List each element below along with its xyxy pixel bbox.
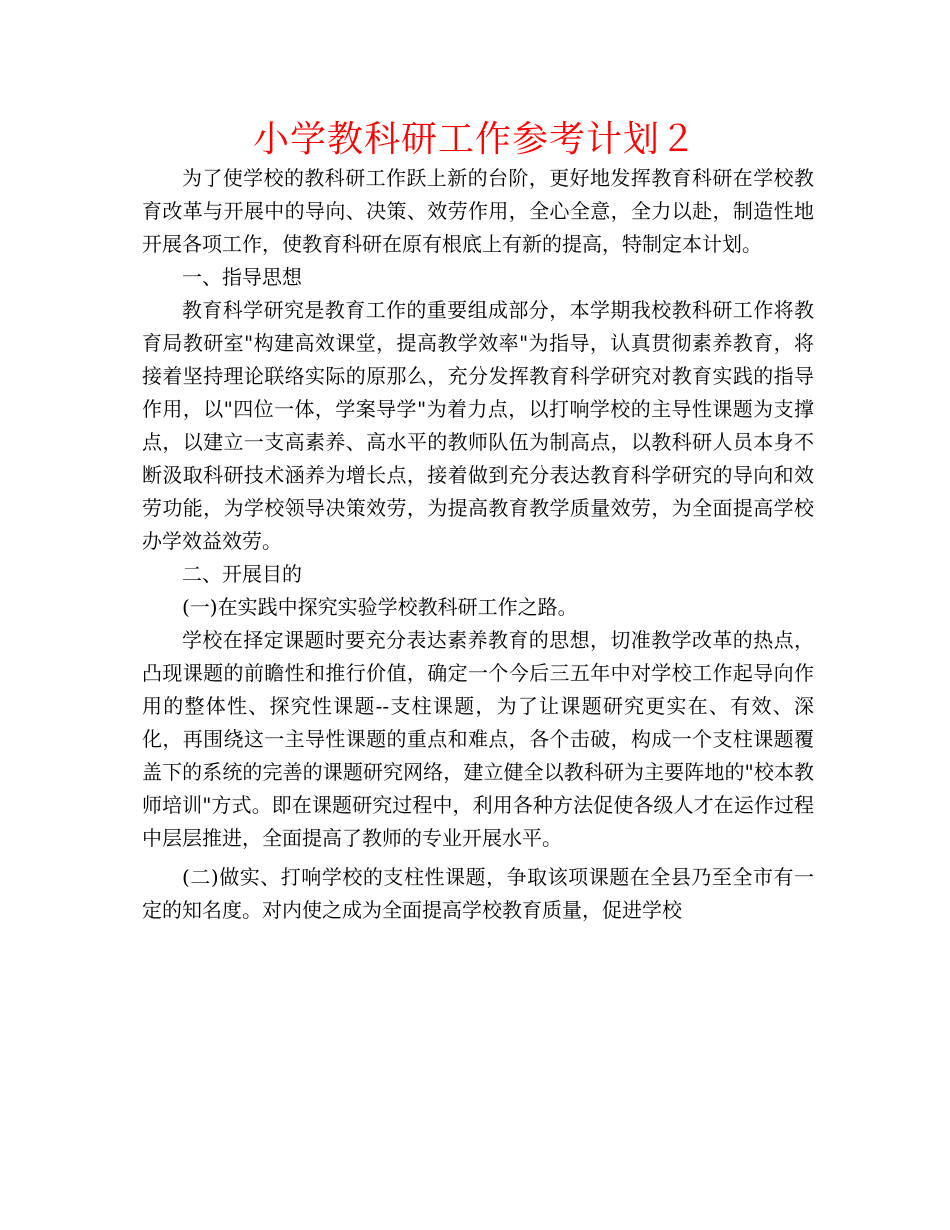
subheading-goal-1: (一)在实践中探究实验学校教科研工作之路。 (182, 595, 578, 619)
document-title: 小学教科研工作参考计划２ (252, 119, 697, 160)
paragraph-goal-2: (二)做实、打响学校的支柱性课题，争取该项课题在全县乃至全市有一定的知名度。对内使之成为全面提高学校教育质量，促进学校 (142, 865, 814, 922)
paragraph-intro: 为了使学校的教科研工作跃上新的台阶，更好地发挥教育科研在学校教育改革与开展中的导向、决策、效劳作用，全心全意，全力以赴，制造性地开展各项工作，使教育科研在原有根底上有新的提高，特制定本计划。 (142, 166, 814, 256)
paragraph-goal-1: 学校在择定课题时要充分表达素养教育的思想，切准教学改革的热点，凸现课题的前瞻性和推行价值，确定一个今后三五年中对学校工作起导向作用的整体性、探究性课题--支柱课题，为了让课题研究更实在、有效、深化，再围绕这一主导性课题的重点和难点，各个击破，构成一个支柱课题覆盖下的系统的完善的课题研究网络，建立健全以教科研为主要阵地的"校本教师培训"方式。即在课题研究过程中，利用各种方法促使各级人才在运作过程中层层推进，全面提高了教师的专业开展水平。 (142, 628, 814, 850)
document-body (142, 162, 814, 927)
paragraph-guiding-thought: 教育科学研究是教育工作的重要组成部分，本学期我校教科研工作将教育局教研室"构建高效课堂，提高教学效率"为指导，认真贯彻素养教育，将接着坚持理论联络实际的原那么，充分发挥教育科学研究对教育实践的指导作用，以"四位一体，学案导学"为着力点，以打响学校的主导性课题为支撑点，以建立一支高素养、高水平的教师队伍为制高点，以教科研人员本身不断汲取科研技术涵养为增长点，接着做到充分表达教育科学研究的导向和效劳功能，为学校领导决策效劳，为提高教育教学质量效劳，为全面提高学校办学效益效劳。 (142, 298, 814, 553)
heading-goals: 二、开展目的 (182, 562, 302, 586)
heading-guiding-thought: 一、指导思想 (182, 265, 302, 289)
